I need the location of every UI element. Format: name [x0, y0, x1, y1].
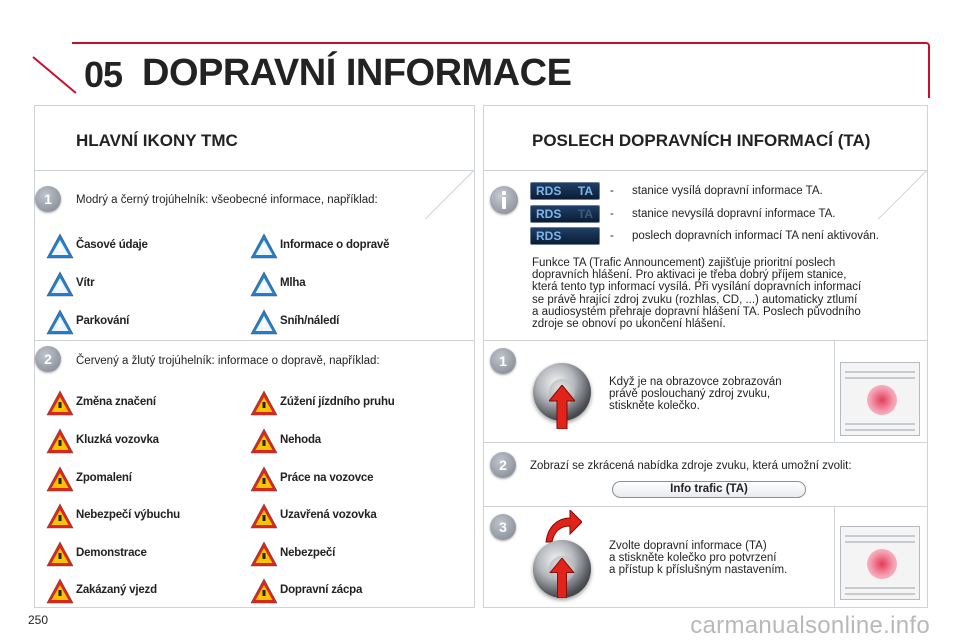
- tmc-label: Sníh/náledí: [280, 315, 340, 327]
- radio-unit-icon: [840, 362, 920, 436]
- right-divider-1: [483, 340, 928, 341]
- list-dash: -: [610, 208, 614, 220]
- tmc-label: Demonstrace: [76, 547, 147, 559]
- no-entry-icon: [46, 578, 74, 604]
- tmc-label: Vítr: [76, 277, 95, 289]
- step1-line: Když je na obrazovce zobrazován: [609, 376, 782, 388]
- ta-section-title: POSLECH DOPRAVNÍCH INFORMACÍ (TA): [532, 131, 871, 150]
- ta-paragraph-line: zdroje se obnoví po ukončení hlášení.: [532, 318, 726, 330]
- rds-label: RDS: [536, 207, 562, 221]
- roadworks-icon: [250, 466, 278, 492]
- radio-unit-icon-2: [840, 526, 920, 600]
- info-trafic-option[interactable]: Info trafic (TA): [612, 481, 806, 498]
- step-badge-1: 1: [35, 186, 61, 212]
- slowdown-icon: [46, 466, 74, 492]
- step3-line: Zvolte dopravní informace (TA): [609, 540, 767, 552]
- ta-paragraph-line: se právě hrající zdroj zvuku (rozhlas, CD, ...) automaticky ztlumí: [532, 293, 858, 306]
- slippery-road-icon: [46, 428, 74, 454]
- right-vsep-1: [834, 340, 835, 442]
- press-arrow-icon: [549, 385, 575, 429]
- info-icon: [250, 233, 278, 259]
- tmc-label: Mlha: [280, 277, 306, 289]
- lane-narrowing-icon: [250, 390, 278, 416]
- accident-icon: [250, 428, 278, 454]
- tmc-label: Uzavřená vozovka: [280, 509, 377, 521]
- fog-icon: [250, 271, 278, 297]
- tmc-label: Kluzká vozovka: [76, 434, 159, 446]
- rds-status-text: stanice vysílá dopravní informace TA.: [632, 185, 823, 197]
- step-badge-2: 2: [35, 346, 61, 372]
- rds-status-text: poslech dopravních informací TA není aktivován.: [632, 230, 879, 242]
- chapter-number: 05: [84, 54, 123, 95]
- rotate-arrow-icon: [542, 510, 582, 544]
- snowflake-icon: [250, 309, 278, 335]
- step-badge-r3: 3: [490, 514, 516, 540]
- traffic-jam-icon: [250, 578, 278, 604]
- tmc-label: Parkování: [76, 315, 130, 327]
- clock-icon: [46, 233, 74, 259]
- tmc-label: Zpomalení: [76, 472, 132, 484]
- parking-icon: [46, 309, 74, 335]
- step-badge-r2: 2: [490, 452, 516, 478]
- press-arrow-icon-2: [549, 558, 575, 598]
- tmc-label: Nehoda: [280, 434, 321, 446]
- tmc-section-title: HLAVNÍ IKONY TMC: [76, 131, 238, 150]
- list-dash: -: [610, 185, 614, 197]
- rds-display-icon: [530, 227, 600, 245]
- right-divider-3: [483, 506, 928, 507]
- ta-paragraph-line: dopravních hlášení. Pro aktivaci je třeba dobrý příjem stanice,: [532, 269, 847, 282]
- ta-paragraph-line: a audiosystém přehraje dopravní hlášení TA. Poslech původního: [532, 305, 861, 318]
- step1-line: právě poslouchaný zdroj zvuku,: [609, 388, 771, 400]
- tmc-label: Nebezpečí: [280, 547, 336, 559]
- road-closed-icon: [250, 503, 278, 529]
- right-divider-2: [483, 442, 928, 443]
- tmc-label: Dopravní zácpa: [280, 584, 363, 596]
- tmc-label: Práce na vozovce: [280, 472, 374, 484]
- step3-line: a stiskněte kolečko pro potvrzení: [609, 552, 777, 564]
- tmc-label: Nebezpečí výbuchu: [76, 509, 180, 521]
- sign-change-icon: [46, 390, 74, 416]
- tmc-label: Časové údaje: [76, 239, 148, 251]
- info-icon: [490, 186, 518, 214]
- ta-label: TA: [577, 184, 593, 198]
- step2-text: Zobrazí se zkrácená nabídka zdroje zvuku, která umožní zvolit:: [530, 460, 852, 472]
- rds-status-text: stanice nevysílá dopravní informace TA.: [632, 208, 836, 220]
- rds-label: RDS: [536, 184, 562, 198]
- step1-line: stiskněte kolečko.: [609, 400, 700, 412]
- rds-display-icon: [530, 182, 600, 200]
- danger-icon: [250, 541, 278, 567]
- chapter-title: DOPRAVNÍ INFORMACE: [142, 52, 572, 94]
- explosion-icon: [46, 503, 74, 529]
- right-vsep-2: [834, 506, 835, 608]
- tmc-label: Zúžení jízdního pruhu: [280, 396, 395, 408]
- wind-icon: [46, 271, 74, 297]
- tmc-label: Změna značení: [76, 396, 156, 408]
- step-badge-r1: 1: [490, 348, 516, 374]
- chapter-header-accent: [32, 56, 76, 94]
- step3-line: a přístup k příslušným nastavením.: [609, 564, 788, 576]
- rds-label: RDS: [536, 229, 562, 243]
- page-number: 250: [28, 613, 49, 627]
- tmc-label: Informace o dopravě: [280, 239, 390, 251]
- watermark: carmanualsonline.info: [690, 612, 930, 639]
- ta-paragraph-line: která tento typ informací vysílá. Při vysílání dopravních informací: [532, 281, 862, 294]
- left-divider: [34, 340, 475, 341]
- tmc-traffic-text: Červený a žlutý trojúhelník: informace o dopravě, například:: [76, 355, 380, 367]
- list-dash: -: [610, 230, 614, 242]
- tmc-label: Zakázaný vjezd: [76, 584, 157, 596]
- rds-display-icon: [530, 205, 600, 223]
- ta-label: TA: [577, 207, 593, 221]
- tmc-general-text: Modrý a černý trojúhelník: všeobecné informace, například:: [76, 194, 378, 206]
- demonstration-icon: [46, 541, 74, 567]
- ta-paragraph-line: Funkce TA (Trafic Announcement) zajišťuje prioritní poslech: [532, 257, 836, 269]
